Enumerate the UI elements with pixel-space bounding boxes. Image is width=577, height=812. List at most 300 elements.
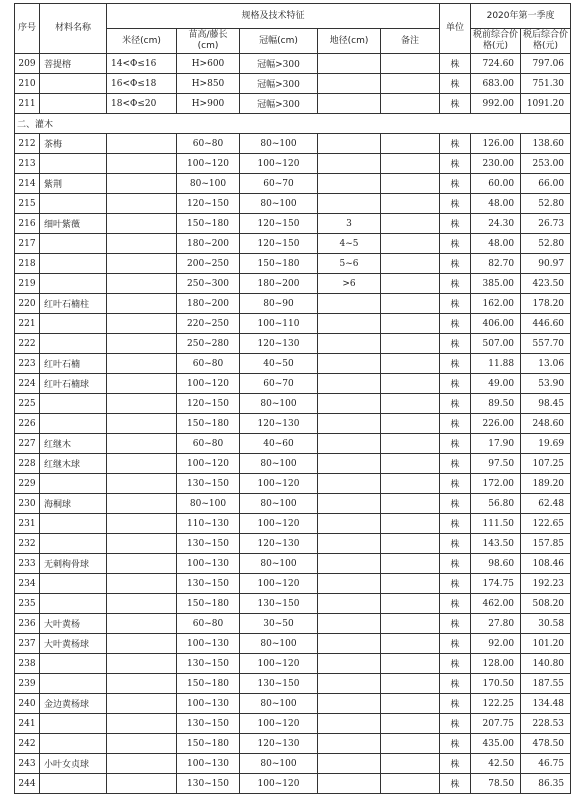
height-cell: 120~150 xyxy=(177,394,240,414)
name-cell xyxy=(40,714,107,734)
table-row xyxy=(15,434,571,454)
seq-cell: 215 xyxy=(15,194,40,214)
height-cell: 200~250 xyxy=(177,254,240,274)
seq-cell: 217 xyxy=(15,234,40,254)
diameter-cell xyxy=(107,134,177,154)
table-row xyxy=(15,214,571,234)
crown-cell: 60~70 xyxy=(240,174,318,194)
post-tax-price-cell: 13.06 xyxy=(521,354,571,374)
ground-diameter-cell xyxy=(318,494,381,514)
remark-cell xyxy=(381,174,440,194)
ground-diameter-cell xyxy=(318,74,381,94)
name-cell xyxy=(40,734,107,754)
post-tax-price-cell: 108.46 xyxy=(521,554,571,574)
name-cell xyxy=(40,194,107,214)
table-row xyxy=(15,234,571,254)
pre-tax-price-cell: 49.00 xyxy=(471,374,521,394)
pre-tax-price-cell: 92.00 xyxy=(471,634,521,654)
unit-cell: 株 xyxy=(440,254,471,274)
table-row xyxy=(15,534,571,554)
diameter-cell xyxy=(107,314,177,334)
ground-diameter-cell xyxy=(318,474,381,494)
seq-cell: 237 xyxy=(15,634,40,654)
section-row xyxy=(15,114,571,134)
diameter-cell xyxy=(107,534,177,554)
remark-cell xyxy=(381,354,440,374)
table-row xyxy=(15,694,571,714)
unit-cell: 株 xyxy=(440,54,471,74)
remark-cell xyxy=(381,54,440,74)
ground-diameter-cell xyxy=(318,674,381,694)
diameter-cell xyxy=(107,554,177,574)
remark-cell xyxy=(381,474,440,494)
post-tax-price-cell: 1091.20 xyxy=(521,94,571,114)
seq-cell: 243 xyxy=(15,754,40,774)
name-cell xyxy=(40,234,107,254)
unit-cell: 株 xyxy=(440,454,471,474)
seq-cell: 238 xyxy=(15,654,40,674)
seq-cell: 223 xyxy=(15,354,40,374)
post-tax-price-cell: 30.58 xyxy=(521,614,571,634)
ground-diameter-cell xyxy=(318,654,381,674)
post-tax-price-cell: 253.00 xyxy=(521,154,571,174)
post-tax-price-cell: 62.48 xyxy=(521,494,571,514)
header-post-tax: 税后综合价格(元) xyxy=(521,29,571,54)
ground-diameter-cell: 3 xyxy=(318,214,381,234)
pre-tax-price-cell: 207.75 xyxy=(471,714,521,734)
ground-diameter-cell xyxy=(318,574,381,594)
ground-diameter-cell xyxy=(318,54,381,74)
diameter-cell: 16<Φ≤18 xyxy=(107,74,177,94)
pre-tax-price-cell: 48.00 xyxy=(471,194,521,214)
table-row xyxy=(15,494,571,514)
crown-cell: 80~90 xyxy=(240,294,318,314)
seq-cell: 232 xyxy=(15,534,40,554)
height-cell: 100~130 xyxy=(177,754,240,774)
seq-cell: 244 xyxy=(15,774,40,794)
pre-tax-price-cell: 78.50 xyxy=(471,774,521,794)
crown-cell: 冠幅>300 xyxy=(240,94,318,114)
ground-diameter-cell: 4~5 xyxy=(318,234,381,254)
height-cell: 250~300 xyxy=(177,274,240,294)
diameter-cell xyxy=(107,434,177,454)
crown-cell: 80~100 xyxy=(240,494,318,514)
name-cell xyxy=(40,654,107,674)
pre-tax-price-cell: 126.00 xyxy=(471,134,521,154)
unit-cell: 株 xyxy=(440,174,471,194)
remark-cell xyxy=(381,74,440,94)
ground-diameter-cell xyxy=(318,534,381,554)
remark-cell xyxy=(381,214,440,234)
height-cell: 220~250 xyxy=(177,314,240,334)
diameter-cell xyxy=(107,774,177,794)
remark-cell xyxy=(381,254,440,274)
name-cell: 小叶女贞球 xyxy=(40,754,107,774)
name-cell: 大叶黄杨球 xyxy=(40,634,107,654)
crown-cell: 100~120 xyxy=(240,154,318,174)
height-cell: 100~120 xyxy=(177,374,240,394)
crown-cell: 40~60 xyxy=(240,434,318,454)
pre-tax-price-cell: 172.00 xyxy=(471,474,521,494)
height-cell: 130~150 xyxy=(177,654,240,674)
height-cell: 60~80 xyxy=(177,614,240,634)
remark-cell xyxy=(381,634,440,654)
height-cell: 130~150 xyxy=(177,534,240,554)
height-cell: 60~80 xyxy=(177,354,240,374)
post-tax-price-cell: 107.25 xyxy=(521,454,571,474)
diameter-cell xyxy=(107,454,177,474)
name-cell xyxy=(40,414,107,434)
ground-diameter-cell xyxy=(318,774,381,794)
post-tax-price-cell: 192.23 xyxy=(521,574,571,594)
post-tax-price-cell: 19.69 xyxy=(521,434,571,454)
unit-cell: 株 xyxy=(440,654,471,674)
table-row xyxy=(15,734,571,754)
seq-cell: 241 xyxy=(15,714,40,734)
unit-cell: 株 xyxy=(440,134,471,154)
table-row xyxy=(15,354,571,374)
height-cell: 130~150 xyxy=(177,574,240,594)
seq-cell: 214 xyxy=(15,174,40,194)
name-cell: 紫荆 xyxy=(40,174,107,194)
header-seq: 序号 xyxy=(15,4,40,54)
pre-tax-price-cell: 48.00 xyxy=(471,234,521,254)
name-cell xyxy=(40,574,107,594)
table-row xyxy=(15,454,571,474)
unit-cell: 株 xyxy=(440,694,471,714)
seq-cell: 227 xyxy=(15,434,40,454)
height-cell: 100~120 xyxy=(177,454,240,474)
unit-cell: 株 xyxy=(440,494,471,514)
name-cell xyxy=(40,254,107,274)
remark-cell xyxy=(381,674,440,694)
ground-diameter-cell: >6 xyxy=(318,274,381,294)
table-row xyxy=(15,754,571,774)
header-spec-group: 规格及技术特征 xyxy=(107,4,440,29)
crown-cell: 冠幅>300 xyxy=(240,54,318,74)
seq-cell: 216 xyxy=(15,214,40,234)
height-cell: 80~100 xyxy=(177,174,240,194)
name-cell: 海桐球 xyxy=(40,494,107,514)
pre-tax-price-cell: 17.90 xyxy=(471,434,521,454)
pre-tax-price-cell: 98.60 xyxy=(471,554,521,574)
pre-tax-price-cell: 82.70 xyxy=(471,254,521,274)
pre-tax-price-cell: 683.00 xyxy=(471,74,521,94)
pre-tax-price-cell: 122.25 xyxy=(471,694,521,714)
unit-cell: 株 xyxy=(440,674,471,694)
seq-cell: 236 xyxy=(15,614,40,634)
table-row xyxy=(15,74,571,94)
unit-cell: 株 xyxy=(440,514,471,534)
unit-cell: 株 xyxy=(440,334,471,354)
table-row xyxy=(15,174,571,194)
table-row xyxy=(15,614,571,634)
seq-cell: 225 xyxy=(15,394,40,414)
seq-cell: 240 xyxy=(15,694,40,714)
height-cell: 100~130 xyxy=(177,694,240,714)
height-cell: 60~80 xyxy=(177,134,240,154)
table-row xyxy=(15,634,571,654)
crown-cell: 80~100 xyxy=(240,754,318,774)
height-cell: 80~100 xyxy=(177,494,240,514)
diameter-cell xyxy=(107,334,177,354)
remark-cell xyxy=(381,574,440,594)
ground-diameter-cell xyxy=(318,434,381,454)
crown-cell: 180~200 xyxy=(240,274,318,294)
post-tax-price-cell: 478.50 xyxy=(521,734,571,754)
remark-cell xyxy=(381,534,440,554)
post-tax-price-cell: 26.73 xyxy=(521,214,571,234)
post-tax-price-cell: 557.70 xyxy=(521,334,571,354)
diameter-cell xyxy=(107,394,177,414)
diameter-cell xyxy=(107,354,177,374)
crown-cell: 150~180 xyxy=(240,254,318,274)
unit-cell: 株 xyxy=(440,734,471,754)
post-tax-price-cell: 508.20 xyxy=(521,594,571,614)
post-tax-price-cell: 98.45 xyxy=(521,394,571,414)
ground-diameter-cell xyxy=(318,614,381,634)
ground-diameter-cell xyxy=(318,714,381,734)
remark-cell xyxy=(381,94,440,114)
crown-cell: 80~100 xyxy=(240,694,318,714)
header-unit: 单位 xyxy=(440,4,471,54)
name-cell xyxy=(40,334,107,354)
unit-cell: 株 xyxy=(440,234,471,254)
unit-cell: 株 xyxy=(440,574,471,594)
pre-tax-price-cell: 111.50 xyxy=(471,514,521,534)
seq-cell: 234 xyxy=(15,574,40,594)
header-ground-diameter: 地径(cm) xyxy=(318,29,381,54)
unit-cell: 株 xyxy=(440,274,471,294)
name-cell: 茶梅 xyxy=(40,134,107,154)
table-row xyxy=(15,474,571,494)
post-tax-price-cell: 52.80 xyxy=(521,194,571,214)
diameter-cell xyxy=(107,614,177,634)
height-cell: 60~80 xyxy=(177,434,240,454)
crown-cell: 100~120 xyxy=(240,574,318,594)
seq-cell: 209 xyxy=(15,54,40,74)
section-title: 二、灌木 xyxy=(15,114,571,134)
diameter-cell xyxy=(107,174,177,194)
height-cell: 250~280 xyxy=(177,334,240,354)
post-tax-price-cell: 101.20 xyxy=(521,634,571,654)
crown-cell: 80~100 xyxy=(240,554,318,574)
seq-cell: 235 xyxy=(15,594,40,614)
diameter-cell xyxy=(107,414,177,434)
seq-cell: 220 xyxy=(15,294,40,314)
height-cell: 100~120 xyxy=(177,154,240,174)
seq-cell: 213 xyxy=(15,154,40,174)
table-row xyxy=(15,314,571,334)
pre-tax-price-cell: 230.00 xyxy=(471,154,521,174)
unit-cell: 株 xyxy=(440,94,471,114)
diameter-cell xyxy=(107,474,177,494)
header-crown: 冠幅(cm) xyxy=(240,29,318,54)
name-cell: 无刺枸骨球 xyxy=(40,554,107,574)
remark-cell xyxy=(381,154,440,174)
crown-cell: 80~100 xyxy=(240,194,318,214)
crown-cell: 100~120 xyxy=(240,774,318,794)
name-cell xyxy=(40,154,107,174)
seq-cell: 219 xyxy=(15,274,40,294)
ground-diameter-cell xyxy=(318,634,381,654)
seq-cell: 222 xyxy=(15,334,40,354)
unit-cell: 株 xyxy=(440,534,471,554)
crown-cell: 120~150 xyxy=(240,214,318,234)
table-row xyxy=(15,94,571,114)
diameter-cell xyxy=(107,294,177,314)
ground-diameter-cell xyxy=(318,134,381,154)
crown-cell: 120~130 xyxy=(240,734,318,754)
unit-cell: 株 xyxy=(440,474,471,494)
pre-tax-price-cell: 226.00 xyxy=(471,414,521,434)
diameter-cell: 18<Φ≤20 xyxy=(107,94,177,114)
remark-cell xyxy=(381,314,440,334)
crown-cell: 120~130 xyxy=(240,334,318,354)
remark-cell xyxy=(381,734,440,754)
table-row xyxy=(15,334,571,354)
name-cell xyxy=(40,594,107,614)
unit-cell: 株 xyxy=(440,594,471,614)
post-tax-price-cell: 86.35 xyxy=(521,774,571,794)
unit-cell: 株 xyxy=(440,614,471,634)
crown-cell: 冠幅>300 xyxy=(240,74,318,94)
name-cell: 金边黄杨球 xyxy=(40,694,107,714)
table-row xyxy=(15,394,571,414)
crown-cell: 100~120 xyxy=(240,474,318,494)
height-cell: 150~180 xyxy=(177,674,240,694)
seq-cell: 242 xyxy=(15,734,40,754)
diameter-cell xyxy=(107,374,177,394)
name-cell: 细叶紫薇 xyxy=(40,214,107,234)
name-cell xyxy=(40,74,107,94)
post-tax-price-cell: 134.48 xyxy=(521,694,571,714)
pre-tax-price-cell: 60.00 xyxy=(471,174,521,194)
post-tax-price-cell: 66.00 xyxy=(521,174,571,194)
name-cell xyxy=(40,534,107,554)
crown-cell: 100~120 xyxy=(240,714,318,734)
ground-diameter-cell xyxy=(318,294,381,314)
name-cell: 菩提榕 xyxy=(40,54,107,74)
diameter-cell xyxy=(107,594,177,614)
header-pre-tax: 税前综合价格(元) xyxy=(471,29,521,54)
table-row xyxy=(15,294,571,314)
diameter-cell xyxy=(107,234,177,254)
seq-cell: 228 xyxy=(15,454,40,474)
post-tax-price-cell: 53.90 xyxy=(521,374,571,394)
remark-cell xyxy=(381,294,440,314)
remark-cell xyxy=(381,194,440,214)
seq-cell: 221 xyxy=(15,314,40,334)
remark-cell xyxy=(381,234,440,254)
ground-diameter-cell xyxy=(318,314,381,334)
ground-diameter-cell xyxy=(318,554,381,574)
diameter-cell xyxy=(107,194,177,214)
height-cell: H>850 xyxy=(177,74,240,94)
crown-cell: 60~70 xyxy=(240,374,318,394)
pre-tax-price-cell: 11.88 xyxy=(471,354,521,374)
pre-tax-price-cell: 992.00 xyxy=(471,94,521,114)
seq-cell: 233 xyxy=(15,554,40,574)
diameter-cell: 14<Φ≤16 xyxy=(107,54,177,74)
crown-cell: 130~150 xyxy=(240,594,318,614)
diameter-cell xyxy=(107,694,177,714)
name-cell: 红叶石楠 xyxy=(40,354,107,374)
ground-diameter-cell xyxy=(318,594,381,614)
pre-tax-price-cell: 89.50 xyxy=(471,394,521,414)
ground-diameter-cell xyxy=(318,94,381,114)
post-tax-price-cell: 138.60 xyxy=(521,134,571,154)
header-height: 苗高/藤长(cm) xyxy=(177,29,240,54)
name-cell: 红继木球 xyxy=(40,454,107,474)
remark-cell xyxy=(381,614,440,634)
table-row xyxy=(15,194,571,214)
unit-cell: 株 xyxy=(440,774,471,794)
table-row xyxy=(15,774,571,794)
post-tax-price-cell: 157.85 xyxy=(521,534,571,554)
unit-cell: 株 xyxy=(440,154,471,174)
name-cell xyxy=(40,674,107,694)
remark-cell xyxy=(381,414,440,434)
post-tax-price-cell: 228.53 xyxy=(521,714,571,734)
seq-cell: 229 xyxy=(15,474,40,494)
crown-cell: 120~150 xyxy=(240,234,318,254)
crown-cell: 80~100 xyxy=(240,454,318,474)
height-cell: H>600 xyxy=(177,54,240,74)
seq-cell: 230 xyxy=(15,494,40,514)
pre-tax-price-cell: 97.50 xyxy=(471,454,521,474)
name-cell xyxy=(40,474,107,494)
table-row xyxy=(15,134,571,154)
pre-tax-price-cell: 507.00 xyxy=(471,334,521,354)
post-tax-price-cell: 423.50 xyxy=(521,274,571,294)
crown-cell: 120~130 xyxy=(240,534,318,554)
price-table xyxy=(14,3,571,794)
table-row xyxy=(15,674,571,694)
name-cell: 红继木 xyxy=(40,434,107,454)
height-cell: 150~180 xyxy=(177,414,240,434)
table-row xyxy=(15,714,571,734)
crown-cell: 130~150 xyxy=(240,674,318,694)
pre-tax-price-cell: 143.50 xyxy=(471,534,521,554)
height-cell: 130~150 xyxy=(177,714,240,734)
pre-tax-price-cell: 385.00 xyxy=(471,274,521,294)
name-cell xyxy=(40,314,107,334)
name-cell: 红叶石楠球 xyxy=(40,374,107,394)
post-tax-price-cell: 248.60 xyxy=(521,414,571,434)
crown-cell: 30~50 xyxy=(240,614,318,634)
unit-cell: 株 xyxy=(440,214,471,234)
post-tax-price-cell: 52.80 xyxy=(521,234,571,254)
name-cell xyxy=(40,274,107,294)
diameter-cell xyxy=(107,734,177,754)
ground-diameter-cell xyxy=(318,174,381,194)
crown-cell: 120~130 xyxy=(240,414,318,434)
table-row xyxy=(15,514,571,534)
height-cell: 100~130 xyxy=(177,554,240,574)
ground-diameter-cell: 5~6 xyxy=(318,254,381,274)
height-cell: 100~130 xyxy=(177,634,240,654)
table-row xyxy=(15,374,571,394)
unit-cell: 株 xyxy=(440,714,471,734)
diameter-cell xyxy=(107,714,177,734)
ground-diameter-cell xyxy=(318,394,381,414)
remark-cell xyxy=(381,374,440,394)
pre-tax-price-cell: 406.00 xyxy=(471,314,521,334)
post-tax-price-cell: 122.65 xyxy=(521,514,571,534)
remark-cell xyxy=(381,134,440,154)
name-cell: 红叶石楠柱 xyxy=(40,294,107,314)
